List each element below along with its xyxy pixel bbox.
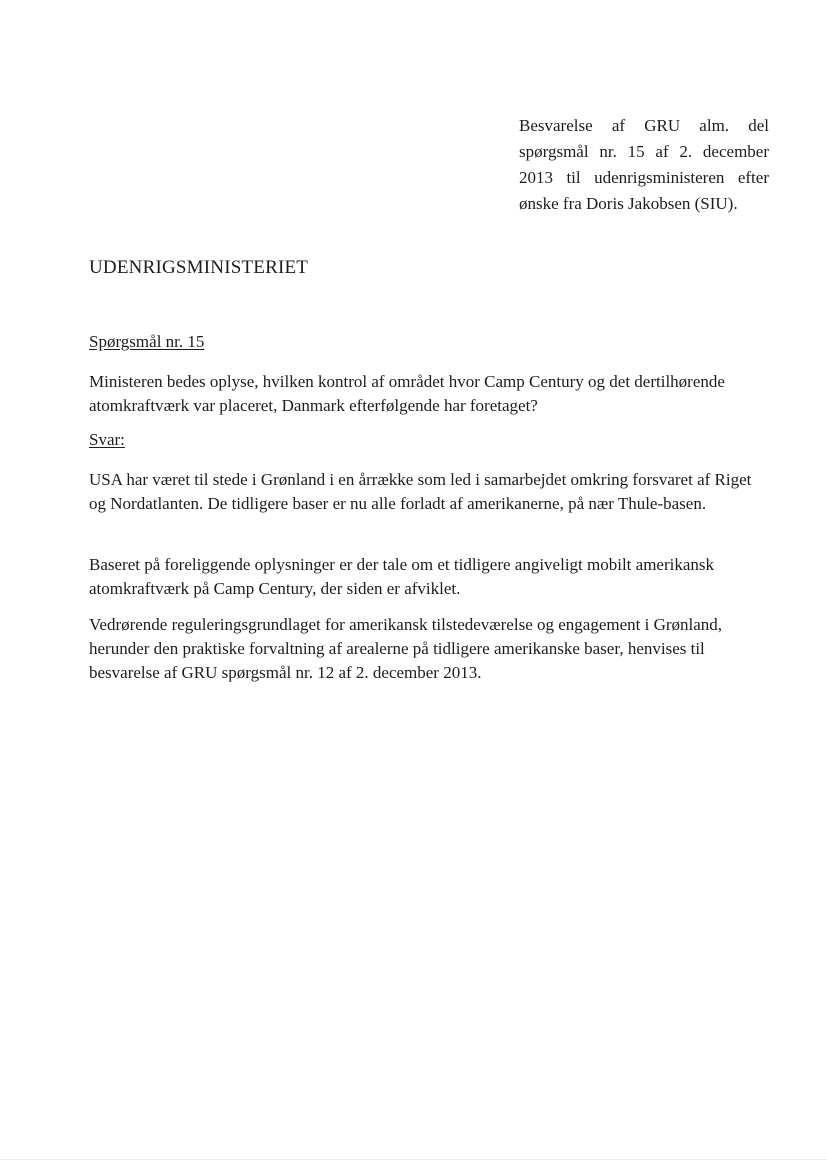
answer-paragraph: Vedrørende reguleringsgrundlaget for amerikansk tilstedeværelse og engagement i Grønland, herunder den praktiske forvaltning af arealerne på tidligere amerikanske baser, henvises til besvarelse af GRU spørgsmål nr. 12 af 2. december 2013. (89, 615, 723, 682)
answer-paragraph: Baseret på foreliggende oplysninger er der tale om et tidligere angiveligt mobilt amerikansk atomkraftværk på Camp Century, der siden er afviklet. (89, 555, 715, 598)
ministry-name: UDENRIGSMINISTERIET (89, 257, 309, 278)
answer-heading: Svar: (89, 430, 125, 449)
question-text: Ministeren bedes oplyse, hvilken kontrol af området hvor Camp Century og det dertilhørende atomkraftværk var placeret, Danmark efterfølgende har foretaget? (89, 372, 725, 415)
scan-edge-divider (0, 1159, 827, 1160)
question-heading: Spørgsmål nr. 15 (89, 332, 205, 351)
answer-paragraph: USA har været til stede i Grønland i en årrække som led i samarbejdet omkring forsvaret af Riget og Nordatlanten. De tidligere baser er nu alle forladt af amerikanerne, på nær Thule-basen. (89, 470, 752, 513)
header-reference-note: Besvarelse af GRU alm. del spørgsmål nr. 15 af 2. december 2013 til udenrigsministeren efter ønske fra Doris Jakobsen (SIU). (519, 116, 769, 213)
